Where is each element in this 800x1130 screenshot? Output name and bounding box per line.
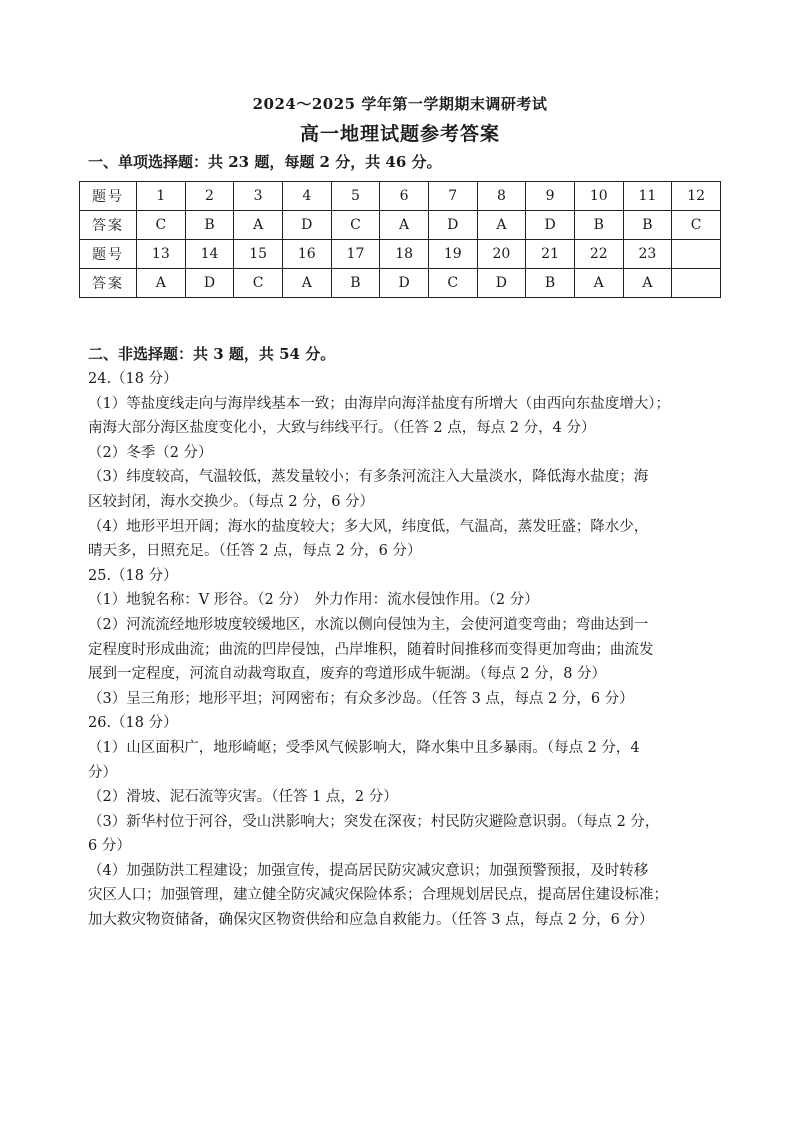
answer-cell: D (380, 269, 429, 298)
answer-cell: C (137, 211, 186, 240)
answer-cell: C (331, 211, 380, 240)
answer-line: （1）地貌名称：V 形谷。（2 分） 外力作用：流水侵蚀作用。（2 分） (88, 592, 539, 609)
answer-line: （2）冬季（2 分） (88, 444, 213, 461)
answer-line: （2）河流流经地形坡度较缓地区，水流以侧向侵蚀为主，会使河道变弯曲；弯曲达到一 (88, 616, 649, 633)
answer-cell: B (331, 269, 380, 298)
answer-cell: D (282, 211, 331, 240)
question-number: 7 (428, 182, 477, 211)
question-number: 10 (574, 182, 623, 211)
question-number: 5 (331, 182, 380, 211)
answer-cell: B (574, 211, 623, 240)
answer-cell: A (234, 211, 283, 240)
answer-line: （3）新华村位于河谷，受山洪影响大；突发在深夜；村民防灾避险意识弱。（每点 2 分， (88, 813, 660, 830)
question-number: 21 (526, 240, 575, 269)
table-row-answers-2 (80, 269, 721, 298)
answer-line: （1）等盐度线走向与海岸线基本一致；由海岸向海洋盐度有所增大（由西向东盐度增大）； (88, 395, 670, 412)
answer-line: 灾区人口；加强管理，建立健全防灾减灾保险体系；合理规划居民点，提高居住建设标准； (88, 887, 668, 904)
question-number: 13 (137, 240, 186, 269)
question-number: 18 (380, 240, 429, 269)
answer-cell: B (185, 211, 234, 240)
answer-line: （2）滑坡、泥石流等灾害。（任答 1 点，2 分） (88, 789, 398, 806)
table-row-numbers-1 (80, 182, 721, 211)
question-number: 1 (137, 182, 186, 211)
question-24-heading: 24.（18 分） (88, 371, 178, 387)
question-number: 11 (623, 182, 672, 211)
answer-cell: A (282, 269, 331, 298)
answer-cell: C (234, 269, 283, 298)
answer-line: 分） (88, 764, 117, 781)
question-number: 23 (623, 240, 672, 269)
answer-line: （4）加强防洪工程建设；加强宣传，提高居民防灾减灾意识；加强预警预报，及时转移 (88, 862, 649, 879)
answer-cell: A (623, 269, 672, 298)
question-number: 17 (331, 240, 380, 269)
answer-cell: D (477, 269, 526, 298)
answer-cell: D (185, 269, 234, 298)
question-number: 9 (526, 182, 575, 211)
question-25-heading: 25.（18 分） (88, 567, 178, 584)
question-number: 4 (282, 182, 331, 211)
answer-cell: B (623, 211, 672, 240)
answer-line: （3）呈三角形；地形平坦；河网密布；有众多沙岛。（任答 3 点，每点 2 分，6 分） (88, 690, 634, 707)
table-row-numbers-2 (80, 240, 721, 269)
answer-line: （4）地形平坦开阔；海水的盐度较大；多大风，纬度低，气温高，蒸发旺盛；降水少， (88, 518, 649, 535)
section1-heading: 一、单项选择题：共 23 题，每题 2 分，共 46 分。 (88, 153, 442, 171)
answer-table (79, 181, 721, 298)
question-number: 16 (282, 240, 331, 269)
answer-line: 区较封闭，海水交换少。（每点 2 分，6 分） (88, 493, 375, 510)
answer-cell: A (380, 211, 429, 240)
answer-cell: A (137, 269, 186, 298)
answer-line: 展到一定程度，河流自动裁弯取直，废弃的弯道形成牛轭湖。（每点 2 分，8 分） (88, 666, 607, 683)
answer-line: 加大救灾物资储备，确保灾区物资供给和应急自救能力。（任答 3 点，每点 2 分，6 分） (88, 912, 654, 929)
question-number: 8 (477, 182, 526, 211)
question-number: 19 (428, 240, 477, 269)
answer-cell: D (526, 211, 575, 240)
answer-line: 晴天多，日照充足。（任答 2 点，每点 2 分，6 分） (88, 543, 422, 560)
question-26-heading: 26.（18 分） (88, 715, 178, 732)
empty-cell (672, 269, 721, 298)
exam-title: 2024～2025 学年第一学期期末调研考试 (252, 95, 548, 113)
answer-line: 6 分） (88, 838, 131, 855)
question-number: 3 (234, 182, 283, 211)
answer-cell: C (428, 269, 477, 298)
question-number: 20 (477, 240, 526, 269)
answer-cell: A (574, 269, 623, 298)
answer-line: 定程度时形成曲流；曲流的凹岸侵蚀，凸岸堆积，随着时间推移而变得更加弯曲；曲流发 (88, 641, 654, 658)
section2-heading: 二、非选择题：共 3 题，共 54 分。 (88, 345, 336, 363)
question-number: 14 (185, 240, 234, 269)
row-label-question: 题号 (80, 240, 137, 269)
row-label-question: 题号 (80, 182, 137, 211)
question-number: 22 (574, 240, 623, 269)
question-number: 12 (672, 182, 721, 211)
answer-text-block (88, 367, 728, 933)
answer-cell: D (428, 211, 477, 240)
question-number: 6 (380, 182, 429, 211)
answer-cell: C (672, 211, 721, 240)
table-row-answers-1 (80, 211, 721, 240)
answer-line: 南海大部分海区盐度变化小，大致与纬线平行。（任答 2 点，每点 2 分，4 分） (88, 420, 596, 437)
row-label-answer: 答案 (80, 269, 137, 298)
answer-line: （3）纬度较高，气温较低，蒸发量较小；有多条河流注入大量淡水，降低海水盐度；海 (88, 469, 649, 486)
row-label-answer: 答案 (80, 211, 137, 240)
answer-cell: B (526, 269, 575, 298)
answer-cell: A (477, 211, 526, 240)
document-title: 高一地理试题参考答案 (299, 123, 500, 145)
answer-line: （1）山区面积广，地形崎岖；受季风气候影响大，降水集中且多暴雨。（每点 2 分，4 (88, 739, 640, 756)
question-number: 2 (185, 182, 234, 211)
question-number: 15 (234, 240, 283, 269)
empty-cell (672, 240, 721, 269)
